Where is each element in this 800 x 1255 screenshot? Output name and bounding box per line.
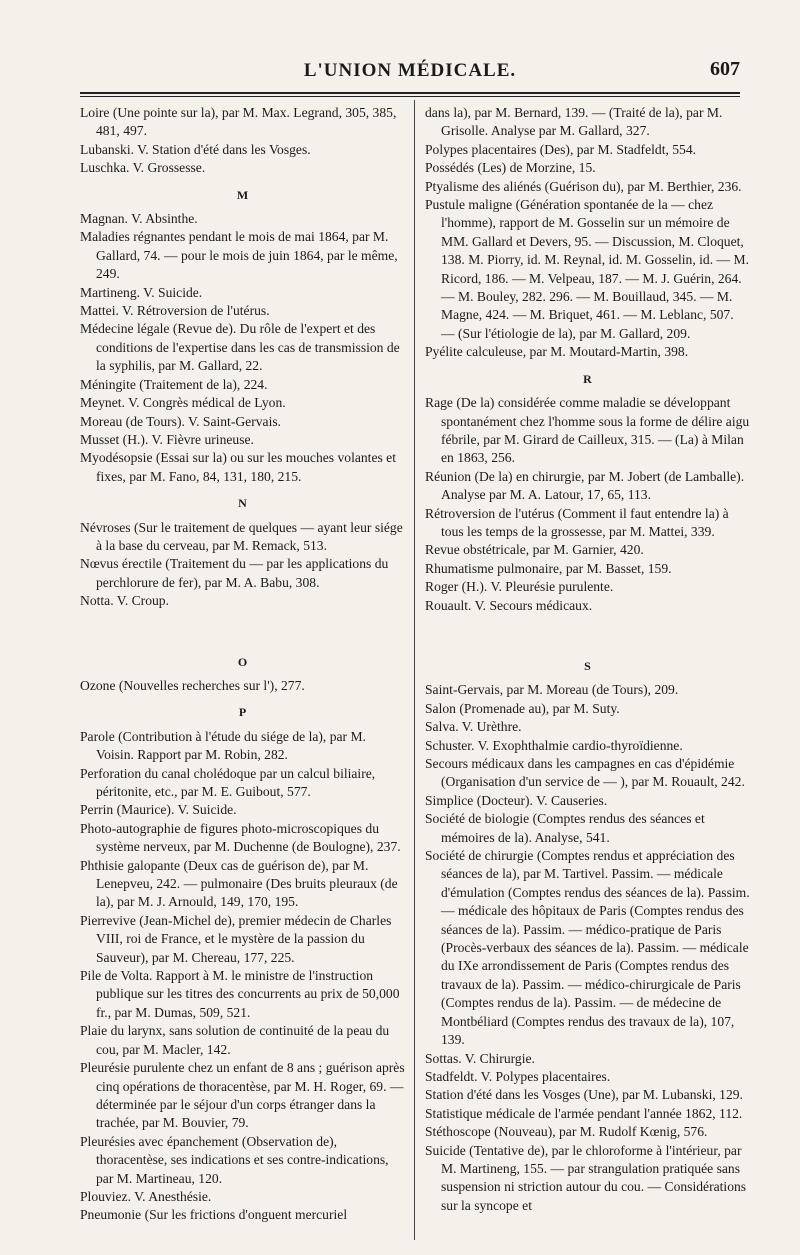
index-entry: Plaie du larynx, sans solution de continuité de la peau du cou, par M. Macler, 142. bbox=[80, 1023, 390, 1057]
index-entry: Polypes placentaires (Des), par M. Stadfeldt, 554. bbox=[425, 141, 697, 157]
index-entry: Ozone (Nouvelles recherches sur l'), 277. bbox=[80, 677, 305, 693]
right-bottom-section bbox=[425, 657, 750, 1215]
page-header bbox=[80, 60, 740, 90]
index-entry: Mattei. V. Rétroversion de l'utérus. bbox=[80, 303, 270, 319]
index-entry: Rouault. V. Secours médicaux. bbox=[425, 597, 593, 613]
left-bottom-section bbox=[80, 653, 405, 1225]
index-entry: Parole (Contribution à l'étude du siége de la), par M. Voisin. Rapport par M. Robin, 282. bbox=[80, 728, 366, 763]
header-rule bbox=[80, 92, 740, 94]
index-entry: Perforation du canal cholédoque par un calcul biliaire, péritonite, etc., par M. E. Guibout, 577. bbox=[80, 765, 376, 799]
index-entry: Salva. V. Urèthre. bbox=[425, 719, 522, 735]
index-entry: Secours médicaux dans les campagnes en cas d'épidémie (Organisation d'un service de — ), par M. Rouault, 242. bbox=[425, 756, 745, 790]
index-entry: Pustule maligne (Génération spontanée de la — chez l'homme), rapport de M. Gosselin sur un mémoire de MM. Gallard et Devers, 95. — Discussion, M. Cloquet, 138. M. Piorry, id. M. Reynal, id. M. Gosselin, id. — M. Ricord, 186. — M. Velpeau, 187. — M. J. Guérin, 264. — M. Bouley, 282. 296. — M. Bouillaud, 345. — M. Magne, 424. — M. Briquet, 461. — M. Leblanc, 507. — (Sur l'étiologie de la), par M. Gallard, 209. bbox=[425, 197, 750, 341]
section-letter: M bbox=[236, 187, 249, 202]
index-entry: Musset (H.). V. Fièvre urineuse. bbox=[80, 431, 254, 447]
index-entry: Méningite (Traitement de la), 224. bbox=[80, 376, 268, 392]
section-letter: O bbox=[237, 654, 248, 669]
right-top-section bbox=[425, 104, 750, 615]
index-entry: Phthisie galopante (Deux cas de guérison de), par M. Lenepveu, 242. — pulmonaire (Des bruits pleuraux (de la), par M. J. Arnould, 149, 170, 195. bbox=[80, 857, 398, 910]
index-entry: Ptyalisme des aliénés (Guérison du), par M. Berthier, 236. bbox=[425, 178, 742, 194]
section-letter: P bbox=[238, 705, 247, 720]
journal-title: L'UNION MÉDICALE. bbox=[303, 60, 517, 81]
page-number: 607 bbox=[710, 58, 740, 80]
index-entry: Suicide (Tentative de), par le chloroforme à l'intérieur, par M. Martineng, 155. — par strangulation pratiquée sans suspension ni striction autour du cou. — Considérations sur la syncope et bbox=[425, 1142, 747, 1213]
index-entry: Loire (Une pointe sur la), par M. Max. Legrand, 305, 385, 481, 497. bbox=[80, 105, 397, 139]
index-entry: Meynet. V. Congrès médical de Lyon. bbox=[80, 395, 286, 411]
index-entry: Perrin (Maurice). V. Suicide. bbox=[80, 802, 237, 818]
index-entry: Myodésopsie (Essai sur la) ou sur les mouches volantes et fixes, par M. Fano, 84, 131, 180, 215. bbox=[80, 450, 396, 484]
index-entry: Moreau (de Tours). V. Saint-Gervais. bbox=[80, 413, 282, 429]
index-entry: Saint-Gervais, par M. Moreau (de Tours), 209. bbox=[425, 682, 679, 698]
index-entry: Pleurésie purulente chez un enfant de 8 ans ; guérison après cinq opérations de thoracentèse, par M. H. Roger, 69. — déterminée par le séjour d'un corps étranger dans la trachée, par M. Bouvier, 79. bbox=[80, 1060, 405, 1131]
index-entry: Stadfeldt. V. Polypes placentaires. bbox=[425, 1068, 611, 1084]
index-entry: Stéthoscope (Nouveau), par M. Rudolf Kœnig, 576. bbox=[425, 1124, 708, 1140]
index-entry: Station d'été dans les Vosges (Une), par M. Lubanski, 129. bbox=[425, 1087, 743, 1103]
index-entry: Magnan. V. Absinthe. bbox=[80, 211, 198, 227]
left-column bbox=[80, 104, 405, 1244]
index-entry: Rage (De la) considérée comme maladie se développant spontanément chez l'homme sous la forme de délire aigu fébrile, par M. Girard de Cailleux, 315. — (La) à Milan en 1863, 256. bbox=[425, 395, 750, 466]
index-entry: Médecine légale (Revue de). Du rôle de l'expert et des conditions de l'expertise dans les cas de transmission de la syphilis, par M. Gallard, 22. bbox=[80, 321, 400, 374]
index-entry: Pile de Volta. Rapport à M. le ministre de l'instruction publique sur les titres des concurrents au prix de 50,000 fr., par M. Dumas, 509, 521. bbox=[80, 968, 400, 1020]
index-entry: dans la), par M. Bernard, 139. — (Traité de la), par M. Grisolle. Analyse par M. Gallard, 327. bbox=[425, 105, 723, 139]
index-entry: Société de chirurgie (Comptes rendus et appréciation des séances de la), par M. Tartivel. Passim. — médicale d'émulation (Comptes rendus des séances de la). Passim. — médicale des hôpitaux de Paris (Comptes rendus des séances de la). Passim. — médico-pratique de Paris (Procès-verbaux des séances de la). Passim. — médicale du IXe arrondissement de Paris (Comptes rendus des travaux de la). Passim. — médico-chirurgicale de Paris (Comptes rendus de la). Passim. — de médecine de Montbéliard (Comptes rendus des travaux de la), 107, 139. bbox=[425, 848, 750, 1048]
index-entry: Salon (Promenade au), par M. Suty. bbox=[425, 700, 620, 716]
index-entry: Pyélite calculeuse, par M. Moutard-Martin, 398. bbox=[425, 344, 689, 360]
index-entry: Roger (H.). V. Pleurésie purulente. bbox=[425, 579, 614, 595]
index-entry: Possédés (Les) de Morzine, 15. bbox=[425, 160, 596, 176]
section-letter: S bbox=[584, 658, 591, 673]
index-entry: Notta. V. Croup. bbox=[80, 593, 169, 609]
index-entry: Lubanski. V. Station d'été dans les Vosges. bbox=[80, 141, 311, 157]
column-divider bbox=[414, 100, 415, 1240]
index-entry: Réunion (De la) en chirurgie, par M. Jobert (de Lamballe). Analyse par M. A. Latour, 17, 65, 113. bbox=[425, 468, 745, 503]
left-top-section bbox=[80, 104, 405, 611]
index-entry: Plouviez. V. Anesthésie. bbox=[80, 1188, 212, 1204]
right-column bbox=[425, 104, 750, 1244]
index-entry: Nœvus érectile (Traitement du — par les applications du perchlorure de fer), par M. A. Babu, 308. bbox=[80, 556, 389, 590]
index-entry: Maladies régnantes pendant le mois de mai 1864, par M. Gallard, 74. — pour le mois de juin 1864, par le même, 249. bbox=[80, 229, 398, 282]
index-entry: Rhumatisme pulmonaire, par M. Basset, 159. bbox=[425, 560, 672, 576]
index-entry: Martineng. V. Suicide. bbox=[80, 284, 203, 300]
index-entry: Photo-autographie de figures photo-microscopiques du système nerveux, par M. Duchenne (de Boulogne), 237. bbox=[80, 820, 401, 855]
index-entry: Pleurésies avec épanchement (Observation de), thoracentèse, ses indications et ses contre-indications, par M. Martineau, 120. bbox=[80, 1133, 389, 1186]
index-entry: Luschka. V. Grossesse. bbox=[80, 160, 206, 176]
index-entry: Pierrevive (Jean-Michel de), premier médecin de Charles VIII, roi de France, et le mystère de la passion du Sauveur), par M. Chereau, 177, 225. bbox=[80, 912, 392, 965]
section-letter: R bbox=[583, 371, 592, 386]
header-rule-thin bbox=[80, 96, 740, 97]
section-letter: N bbox=[238, 496, 247, 511]
index-entry: Sottas. V. Chirurgie. bbox=[425, 1050, 535, 1066]
index-entry: Société de biologie (Comptes rendus des séances et mémoires de la). Analyse, 541. bbox=[425, 811, 705, 845]
index-entry: Névroses (Sur le traitement de quelques — ayant leur siége à la base du cerveau, par M. Remack, 513. bbox=[80, 519, 403, 553]
index-entry: Statistique médicale de l'armée pendant l'année 1862, 112. bbox=[425, 1105, 743, 1121]
index-entry: Schuster. V. Exophthalmie cardio-thyroïdienne. bbox=[425, 737, 683, 753]
index-entry: Rétroversion de l'utérus (Comment il faut entendre la) à tous les temps de la grossesse, par M. Mattei, 339. bbox=[425, 505, 729, 539]
index-entry: Pneumonie (Sur les frictions d'onguent mercuriel bbox=[80, 1207, 348, 1223]
index-entry: Revue obstétricale, par M. Garnier, 420. bbox=[425, 542, 644, 558]
index-entry: Simplice (Docteur). V. Causeries. bbox=[425, 792, 608, 808]
